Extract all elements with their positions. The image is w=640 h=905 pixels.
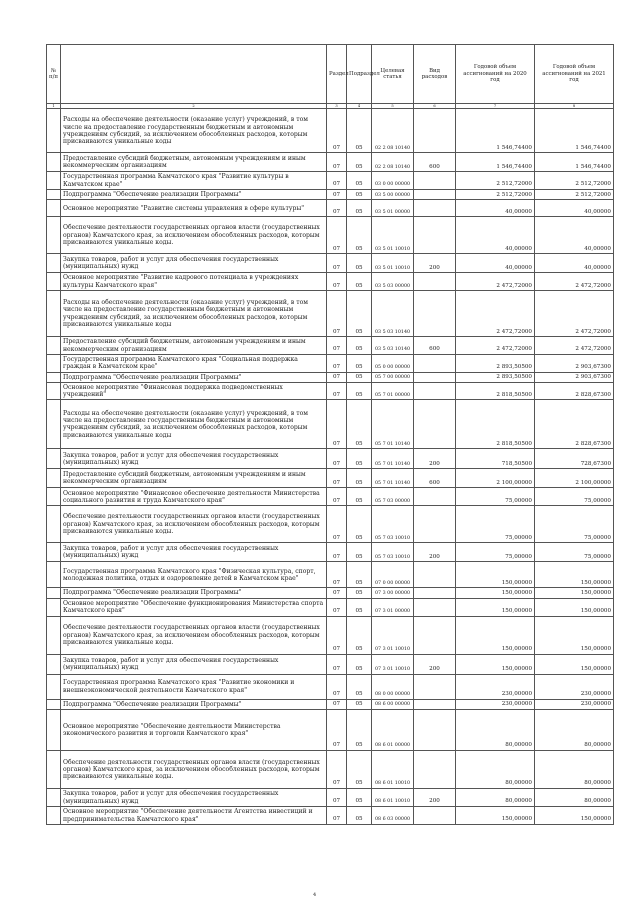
row-podrazdel-cell: 05 — [347, 254, 372, 273]
row-2020-cell: 150,00000 — [456, 616, 535, 654]
row-2020-cell: 150,00000 — [456, 588, 535, 598]
row-2020-cell: 75,00000 — [456, 506, 535, 543]
row-podrazdel-cell: 05 — [347, 189, 372, 199]
row-name-cell: Подпрограмма "Обеспечение реализации Программы" — [61, 189, 327, 199]
row-2021-cell: 2 512,72000 — [535, 172, 614, 190]
table-row — [47, 382, 614, 400]
row-podrazdel-cell: 05 — [347, 598, 372, 616]
row-podrazdel-cell: 05 — [347, 654, 372, 674]
row-podrazdel-cell: 05 — [347, 588, 372, 598]
table-row — [47, 654, 614, 674]
row-cs-cell: 05 7 01 10140 — [372, 400, 414, 449]
row-2021-cell: 1 546,74400 — [535, 153, 614, 172]
row-vr-cell — [414, 674, 456, 699]
row-razdel-cell: 07 — [327, 562, 347, 588]
row-cs-cell: 08 6 01 10010 — [372, 751, 414, 789]
row-vr-cell — [414, 189, 456, 199]
row-podrazdel-cell: 05 — [347, 172, 372, 190]
row-name-cell: Основное мероприятие "Развитие кадрового потенциала в учреждениях культуры Камчатского края" — [61, 273, 327, 291]
row-num-cell — [47, 217, 61, 254]
row-2021-cell: 230,00000 — [535, 699, 614, 709]
row-vr-cell — [414, 172, 456, 190]
col-index: 6 — [414, 104, 456, 109]
row-name-cell: Основное мероприятие "Развитие системы управления в сфере культуры" — [61, 200, 327, 217]
row-2021-cell: 150,00000 — [535, 616, 614, 654]
row-2020-cell: 80,00000 — [456, 789, 535, 807]
row-razdel-cell: 07 — [327, 699, 347, 709]
row-podrazdel-cell: 05 — [347, 562, 372, 588]
row-cs-cell: 03 5 01 10010 — [372, 217, 414, 254]
row-razdel-cell: 07 — [327, 189, 347, 199]
row-num-cell — [47, 807, 61, 825]
row-num-cell — [47, 382, 61, 400]
row-cs-cell: 07 3 01 00000 — [372, 598, 414, 616]
row-vr-cell — [414, 372, 456, 382]
row-num-cell — [47, 562, 61, 588]
table-row — [47, 588, 614, 598]
row-num-cell — [47, 153, 61, 172]
row-vr-cell — [414, 354, 456, 372]
row-num-cell — [47, 109, 61, 153]
row-num-cell — [47, 291, 61, 337]
row-razdel-cell: 07 — [327, 674, 347, 699]
row-2020-cell: 1 546,74400 — [456, 153, 535, 172]
row-name-cell: Подпрограмма "Обеспечение реализации Программы" — [61, 699, 327, 709]
row-podrazdel-cell: 05 — [347, 449, 372, 469]
row-cs-cell: 05 0 00 00000 — [372, 354, 414, 372]
row-2020-cell: 2 512,72000 — [456, 172, 535, 190]
row-vr-cell — [414, 588, 456, 598]
row-vr-cell: 600 — [414, 153, 456, 172]
row-razdel-cell: 07 — [327, 751, 347, 789]
table-row — [47, 354, 614, 372]
table-row — [47, 488, 614, 506]
row-2020-cell: 75,00000 — [456, 488, 535, 506]
table-row — [47, 153, 614, 172]
row-2021-cell: 2 472,72000 — [535, 291, 614, 337]
row-2020-cell: 1 546,74400 — [456, 109, 535, 153]
row-podrazdel-cell: 05 — [347, 382, 372, 400]
row-cs-cell: 08 6 03 00000 — [372, 807, 414, 825]
row-podrazdel-cell: 05 — [347, 789, 372, 807]
table-row — [47, 109, 614, 153]
row-razdel-cell: 07 — [327, 789, 347, 807]
row-cs-cell: 03 5 03 10140 — [372, 337, 414, 355]
row-razdel-cell: 07 — [327, 807, 347, 825]
row-2020-cell: 40,00000 — [456, 217, 535, 254]
row-num-cell — [47, 710, 61, 751]
row-vr-cell — [414, 217, 456, 254]
row-2020-cell: 150,00000 — [456, 562, 535, 588]
row-cs-cell: 03 5 03 00000 — [372, 273, 414, 291]
row-2021-cell: 75,00000 — [535, 543, 614, 562]
row-razdel-cell: 07 — [327, 449, 347, 469]
row-name-cell: Закупка товаров, работ и услуг для обеспечения государственных (муниципальных) нужд — [61, 449, 327, 469]
row-cs-cell: 02 2 08 10140 — [372, 153, 414, 172]
row-name-cell: Основное мероприятие "Обеспечение деятельности Агентства инвестиций и предпринимательства Камчатского края" — [61, 807, 327, 825]
budget-table — [46, 44, 614, 825]
row-cs-cell: 08 0 00 00000 — [372, 674, 414, 699]
row-num-cell — [47, 789, 61, 807]
row-name-cell: Основное мероприятие "Финансовая поддержка подведомственных учреждений" — [61, 382, 327, 400]
row-2021-cell: 75,00000 — [535, 488, 614, 506]
table-row — [47, 200, 614, 217]
row-num-cell — [47, 400, 61, 449]
table-row — [47, 254, 614, 273]
row-podrazdel-cell: 05 — [347, 109, 372, 153]
row-vr-cell: 600 — [414, 469, 456, 488]
row-2021-cell: 2 828,67300 — [535, 382, 614, 400]
row-vr-cell — [414, 807, 456, 825]
row-2021-cell: 150,00000 — [535, 654, 614, 674]
row-razdel-cell: 07 — [327, 153, 347, 172]
col-2021-header: Годовой объем ассигнований на 2021 год — [535, 45, 614, 104]
row-podrazdel-cell: 05 — [347, 273, 372, 291]
row-name-cell: Основное мероприятие "Финансовое обеспечение деятельности Министерства социального развития и труда Камчатского края" — [61, 488, 327, 506]
row-cs-cell: 08 6 01 10010 — [372, 789, 414, 807]
row-cs-cell: 07 3 01 10010 — [372, 616, 414, 654]
row-vr-cell: 600 — [414, 337, 456, 355]
row-2020-cell: 75,00000 — [456, 543, 535, 562]
page-number: 4 — [313, 892, 317, 898]
row-2020-cell: 2 893,50500 — [456, 372, 535, 382]
row-vr-cell: 200 — [414, 254, 456, 273]
row-2020-cell: 40,00000 — [456, 254, 535, 273]
row-razdel-cell: 07 — [327, 506, 347, 543]
row-podrazdel-cell: 05 — [347, 153, 372, 172]
col-cs-header: Целевая статья — [372, 45, 414, 104]
row-2021-cell: 2 472,72000 — [535, 273, 614, 291]
row-podrazdel-cell: 05 — [347, 751, 372, 789]
row-podrazdel-cell: 05 — [347, 674, 372, 699]
row-vr-cell — [414, 751, 456, 789]
row-cs-cell: 07 0 00 00000 — [372, 562, 414, 588]
row-vr-cell: 200 — [414, 789, 456, 807]
row-num-cell — [47, 588, 61, 598]
row-2020-cell: 80,00000 — [456, 751, 535, 789]
row-2020-cell: 230,00000 — [456, 699, 535, 709]
row-razdel-cell: 07 — [327, 354, 347, 372]
row-cs-cell: 05 7 01 10140 — [372, 469, 414, 488]
row-vr-cell: 200 — [414, 449, 456, 469]
col-index: 3 — [327, 104, 347, 109]
row-2020-cell: 2 472,72000 — [456, 273, 535, 291]
table-row — [47, 699, 614, 709]
row-2021-cell: 2 472,72000 — [535, 337, 614, 355]
row-vr-cell — [414, 200, 456, 217]
row-2021-cell: 40,00000 — [535, 254, 614, 273]
row-num-cell — [47, 172, 61, 190]
row-name-cell: Закупка товаров, работ и услуг для обеспечения государственных (муниципальных) нужд — [61, 654, 327, 674]
row-razdel-cell: 07 — [327, 200, 347, 217]
row-2021-cell: 80,00000 — [535, 751, 614, 789]
table-row — [47, 789, 614, 807]
table-row — [47, 273, 614, 291]
row-razdel-cell: 07 — [327, 616, 347, 654]
table-row — [47, 372, 614, 382]
row-name-cell: Обеспечение деятельности государственных органов власти (государственных органов) Камчатского края, за исключением обособленных расходов, которым присваиваются уникальные коды. — [61, 506, 327, 543]
row-podrazdel-cell: 05 — [347, 200, 372, 217]
row-name-cell: Подпрограмма "Обеспечение реализации Программы" — [61, 588, 327, 598]
table-row — [47, 616, 614, 654]
table-row — [47, 562, 614, 588]
col-razdel-header: Раздел — [327, 45, 347, 104]
row-podrazdel-cell: 05 — [347, 699, 372, 709]
row-2020-cell: 150,00000 — [456, 598, 535, 616]
row-cs-cell: 03 0 00 00000 — [372, 172, 414, 190]
row-cs-cell: 08 6 01 00000 — [372, 710, 414, 751]
row-name-cell: Обеспечение деятельности государственных органов власти (государственных органов) Камчатского края, за исключением обособленных расходов, которым присваиваются уникальные коды. — [61, 751, 327, 789]
row-vr-cell — [414, 616, 456, 654]
row-2020-cell: 230,00000 — [456, 674, 535, 699]
table-row — [47, 291, 614, 337]
row-2020-cell: 2 472,72000 — [456, 291, 535, 337]
col-index: 4 — [347, 104, 372, 109]
row-num-cell — [47, 598, 61, 616]
table-row — [47, 807, 614, 825]
table-header-row — [47, 45, 614, 104]
col-index: 5 — [372, 104, 414, 109]
row-2021-cell: 150,00000 — [535, 807, 614, 825]
col-index: 2 — [61, 104, 327, 109]
row-vr-cell — [414, 562, 456, 588]
row-2020-cell: 2 893,50500 — [456, 354, 535, 372]
row-2020-cell: 718,50500 — [456, 449, 535, 469]
row-2021-cell: 80,00000 — [535, 710, 614, 751]
row-podrazdel-cell: 05 — [347, 337, 372, 355]
row-cs-cell: 02 2 08 10140 — [372, 109, 414, 153]
row-name-cell: Государственная программа Камчатского края "Социальная поддержка граждан в Камчатском крае" — [61, 354, 327, 372]
row-vr-cell — [414, 291, 456, 337]
row-2021-cell: 2 100,00000 — [535, 469, 614, 488]
row-cs-cell: 03 5 03 10140 — [372, 291, 414, 337]
row-num-cell — [47, 506, 61, 543]
row-2021-cell: 40,00000 — [535, 200, 614, 217]
table-row — [47, 400, 614, 449]
row-podrazdel-cell: 05 — [347, 807, 372, 825]
row-vr-cell — [414, 400, 456, 449]
col-name-header — [61, 45, 327, 104]
table-row — [47, 710, 614, 751]
table-row — [47, 469, 614, 488]
row-razdel-cell: 07 — [327, 109, 347, 153]
row-podrazdel-cell: 05 — [347, 616, 372, 654]
row-podrazdel-cell: 05 — [347, 400, 372, 449]
row-razdel-cell: 07 — [327, 172, 347, 190]
row-2020-cell: 150,00000 — [456, 654, 535, 674]
table-row — [47, 172, 614, 190]
row-razdel-cell: 07 — [327, 400, 347, 449]
row-2020-cell: 2 512,72000 — [456, 189, 535, 199]
row-cs-cell: 05 7 03 10010 — [372, 506, 414, 543]
row-name-cell: Предоставление субсидий бюджетным, автономным учреждениям и иным некоммерческим организациям — [61, 337, 327, 355]
row-num-cell — [47, 616, 61, 654]
row-cs-cell: 03 5 01 10010 — [372, 254, 414, 273]
row-vr-cell: 200 — [414, 543, 456, 562]
row-num-cell — [47, 354, 61, 372]
row-2021-cell: 1 546,74400 — [535, 109, 614, 153]
col-index: 1 — [47, 104, 61, 109]
table-row — [47, 751, 614, 789]
row-2021-cell: 40,00000 — [535, 217, 614, 254]
table-row — [47, 543, 614, 562]
row-cs-cell: 05 7 01 00000 — [372, 382, 414, 400]
col-index: 8 — [535, 104, 614, 109]
row-vr-cell — [414, 710, 456, 751]
row-num-cell — [47, 674, 61, 699]
row-name-cell: Предоставление субсидий бюджетным, автономным учреждениям и иным некоммерческим организациям — [61, 469, 327, 488]
row-2020-cell: 2 472,72000 — [456, 337, 535, 355]
row-name-cell: Расходы на обеспечение деятельности (оказание услуг) учреждений, в том числе на предоставление государственным бюджетным и автономным учреждениям субсидий, за исключением обособленных расходов, которым присваиваются уникальные коды — [61, 400, 327, 449]
row-vr-cell — [414, 382, 456, 400]
row-razdel-cell: 07 — [327, 588, 347, 598]
row-podrazdel-cell: 05 — [347, 543, 372, 562]
row-2020-cell: 40,00000 — [456, 200, 535, 217]
row-razdel-cell: 07 — [327, 543, 347, 562]
table-row — [47, 674, 614, 699]
row-razdel-cell: 07 — [327, 372, 347, 382]
row-2020-cell: 2 818,50500 — [456, 382, 535, 400]
row-vr-cell — [414, 506, 456, 543]
row-razdel-cell: 07 — [327, 598, 347, 616]
row-razdel-cell: 07 — [327, 254, 347, 273]
row-2021-cell: 150,00000 — [535, 562, 614, 588]
row-vr-cell — [414, 598, 456, 616]
row-name-cell: Основное мероприятие "Обеспечение функционирования Министерства спорта Камчатского края" — [61, 598, 327, 616]
row-2021-cell: 80,00000 — [535, 789, 614, 807]
row-2020-cell: 2 100,00000 — [456, 469, 535, 488]
row-name-cell: Расходы на обеспечение деятельности (оказание услуг) учреждений, в том числе на предоставление государственным бюджетным и автономным учреждениям субсидий, за исключением обособленных расходов, которым присваиваются уникальные коды — [61, 109, 327, 153]
row-podrazdel-cell: 05 — [347, 372, 372, 382]
col-vr-header: Вид расходов — [414, 45, 456, 104]
row-num-cell — [47, 200, 61, 217]
table-row — [47, 506, 614, 543]
table-row — [47, 189, 614, 199]
row-name-cell: Обеспечение деятельности государственных органов власти (государственных органов) Камчатского края, за исключением обособленных расходов, которым присваиваются уникальные коды. — [61, 616, 327, 654]
row-num-cell — [47, 751, 61, 789]
row-name-cell: Расходы на обеспечение деятельности (оказание услуг) учреждений, в том числе на предоставление государственным бюджетным и автономным учреждениям субсидий, за исключением обособленных расходов, которым присваиваются уникальные коды — [61, 291, 327, 337]
row-cs-cell: 05 7 03 10010 — [372, 543, 414, 562]
row-podrazdel-cell: 05 — [347, 469, 372, 488]
row-vr-cell: 200 — [414, 654, 456, 674]
row-cs-cell: 03 5 00 00000 — [372, 189, 414, 199]
row-podrazdel-cell: 05 — [347, 217, 372, 254]
row-num-cell — [47, 189, 61, 199]
row-2021-cell: 2 903,67300 — [535, 354, 614, 372]
row-razdel-cell: 07 — [327, 273, 347, 291]
row-num-cell — [47, 699, 61, 709]
row-num-cell — [47, 337, 61, 355]
row-razdel-cell: 07 — [327, 382, 347, 400]
row-cs-cell: 08 6 00 00000 — [372, 699, 414, 709]
row-2021-cell: 2 903,67300 — [535, 372, 614, 382]
row-vr-cell — [414, 488, 456, 506]
row-razdel-cell: 07 — [327, 291, 347, 337]
row-podrazdel-cell: 05 — [347, 291, 372, 337]
row-cs-cell: 07 3 01 10010 — [372, 654, 414, 674]
row-razdel-cell: 07 — [327, 488, 347, 506]
row-name-cell: Государственная программа Камчатского края "Развитие культуры в Камчатском крае" — [61, 172, 327, 190]
col-2020-header: Годовой объем ассигнований на 2020 год — [456, 45, 535, 104]
row-podrazdel-cell: 05 — [347, 354, 372, 372]
row-num-cell — [47, 254, 61, 273]
row-podrazdel-cell: 05 — [347, 506, 372, 543]
row-2021-cell: 230,00000 — [535, 674, 614, 699]
row-2020-cell: 80,00000 — [456, 710, 535, 751]
row-name-cell: Основное мероприятие "Обеспечение деятельности Министерства экономического развития и торговли Камчатского края" — [61, 710, 327, 751]
col-num-header: № п/п — [47, 45, 61, 104]
row-2020-cell: 150,00000 — [456, 807, 535, 825]
row-2021-cell: 150,00000 — [535, 598, 614, 616]
row-razdel-cell: 07 — [327, 469, 347, 488]
row-podrazdel-cell: 05 — [347, 488, 372, 506]
row-num-cell — [47, 488, 61, 506]
row-name-cell: Закупка товаров, работ и услуг для обеспечения государственных (муниципальных) нужд — [61, 789, 327, 807]
row-razdel-cell: 07 — [327, 217, 347, 254]
table-row — [47, 337, 614, 355]
row-name-cell: Закупка товаров, работ и услуг для обеспечения государственных (муниципальных) нужд — [61, 543, 327, 562]
row-num-cell — [47, 449, 61, 469]
row-cs-cell: 03 5 01 00000 — [372, 200, 414, 217]
row-num-cell — [47, 654, 61, 674]
row-2021-cell: 728,67300 — [535, 449, 614, 469]
row-name-cell: Государственная программа Камчатского края "Развитие экономики и внешнеэкономической деятельности Камчатского края" — [61, 674, 327, 699]
table-row — [47, 217, 614, 254]
row-num-cell — [47, 543, 61, 562]
row-vr-cell — [414, 699, 456, 709]
row-razdel-cell: 07 — [327, 710, 347, 751]
row-num-cell — [47, 273, 61, 291]
row-cs-cell: 05 7 00 00000 — [372, 372, 414, 382]
row-2021-cell: 75,00000 — [535, 506, 614, 543]
table-row — [47, 598, 614, 616]
row-name-cell: Обеспечение деятельности государственных органов власти (государственных органов) Камчатского края, за исключением обособленных расходов, которым присваиваются уникальные коды. — [61, 217, 327, 254]
col-index: 7 — [456, 104, 535, 109]
row-2021-cell: 2 512,72000 — [535, 189, 614, 199]
row-num-cell — [47, 372, 61, 382]
row-name-cell: Закупка товаров, работ и услуг для обеспечения государственных (муниципальных) нужд — [61, 254, 327, 273]
row-name-cell: Государственная программа Камчатского края "Физическая культура, спорт, молодежная политика, отдых и оздоровление детей в Камчатском крае" — [61, 562, 327, 588]
row-podrazdel-cell: 05 — [347, 710, 372, 751]
row-cs-cell: 05 7 01 10140 — [372, 449, 414, 469]
row-name-cell: Подпрограмма "Обеспечение реализации Программы" — [61, 372, 327, 382]
row-2021-cell: 2 828,67300 — [535, 400, 614, 449]
row-razdel-cell: 07 — [327, 337, 347, 355]
row-2021-cell: 150,00000 — [535, 588, 614, 598]
row-name-cell: Предоставление субсидий бюджетным, автономным учреждениям и иным некоммерческим организациям — [61, 153, 327, 172]
row-vr-cell — [414, 273, 456, 291]
row-vr-cell — [414, 109, 456, 153]
col-podrazdel-header: Подраздел — [347, 45, 372, 104]
row-num-cell — [47, 469, 61, 488]
row-razdel-cell: 07 — [327, 654, 347, 674]
row-2020-cell: 2 818,50500 — [456, 400, 535, 449]
table-row — [47, 449, 614, 469]
row-cs-cell: 07 3 00 00000 — [372, 588, 414, 598]
row-cs-cell: 05 7 03 00000 — [372, 488, 414, 506]
